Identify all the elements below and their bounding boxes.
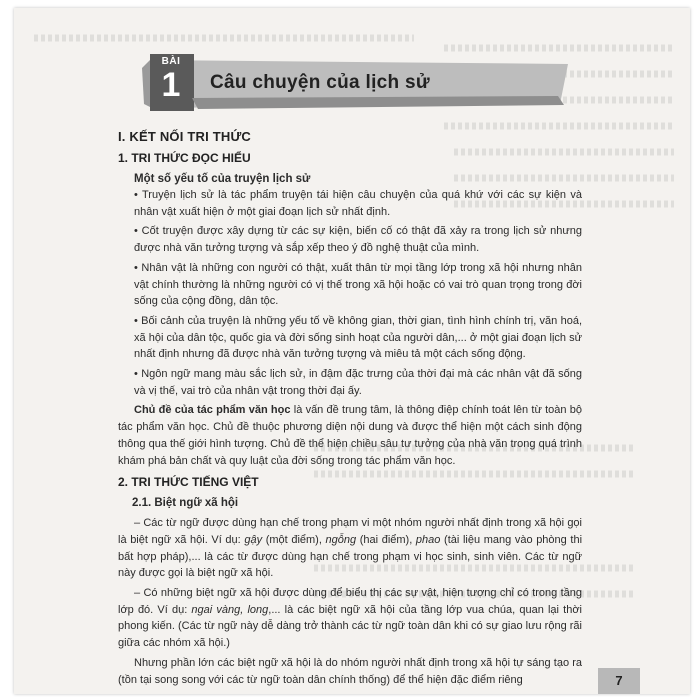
bullet-item: • Ngôn ngữ mang màu sắc lịch sử, in đậm đặc trưng của thời đại mà các nhân vật đã sống và vị thế, vai trò của nhân vật trong thời đại ấy. bbox=[134, 368, 582, 397]
example-word: ngai vàng, long bbox=[191, 603, 269, 616]
subsection-heading-reading: 1. TRI THỨC ĐỌC HIỂU bbox=[118, 151, 251, 165]
jargon-paragraph-3: Nhưng phần lớn các biệt ngữ xã hội là do nhóm người nhất định trong xã hội tự sáng tạo ra (tồn tại song song với các từ ngữ toàn dân chính thống) để thể hiện đặc điểm riêng bbox=[118, 656, 582, 686]
example-word: gậy bbox=[244, 533, 263, 546]
text-run: – Có những biệt ngữ xã hội được dùng để biểu thị các sự vật, hiện tượng chỉ có trong tầng lớp đó. Ví dụ: bbox=[118, 587, 582, 616]
text-run: – Các từ ngữ được dùng hạn chế trong phạm vi một nhóm người nhất định trong xã hội gọi là biệt ngữ xã hội. Ví dụ: bbox=[118, 517, 582, 546]
bullet-item: • Cốt truyện được xây dựng từ các sự kiện, biến cố có thật đã xảy ra trong lịch sử nhưng được nhà văn tưởng tượng và sắp xếp theo ý đồ nghệ thuật của mình. bbox=[134, 225, 582, 255]
lesson-label: BÀI bbox=[161, 56, 181, 67]
bullet-item: • Bối cảnh của truyện là những yếu tố về không gian, thời gian, tình hình chính trị, văn hoá, xã hội của dân tộc, quốc gia và đời sống sinh hoạt của người dân,... ở một giai đoạn lịch sử nhất định nhưng đã được nhà văn tưởng tượng và miêu tả một cách sống động. bbox=[134, 314, 582, 361]
bullet-item: • Truyện lịch sử là tác phẩm truyện tái hiện câu chuyện của quá khứ với các sự kiện và nhân vật xuất hiện ở một giai đoạn lịch sử nhất định. bbox=[134, 189, 582, 218]
item-heading: 2.1. Biệt ngữ xã hội bbox=[132, 497, 239, 510]
theme-paragraph bbox=[118, 402, 582, 469]
jargon-paragraph-2 bbox=[118, 585, 582, 652]
lesson-number: 1 bbox=[161, 66, 181, 104]
reading-intro: Một số yếu tố của truyện lịch sử bbox=[134, 173, 311, 185]
example-word: ngỗng bbox=[325, 533, 357, 546]
text-run: (hai điểm), bbox=[356, 533, 416, 546]
lesson-title-banner bbox=[132, 54, 568, 111]
theme-term: Chủ đề của tác phẩm văn học bbox=[134, 404, 291, 417]
text-run: (một điểm), bbox=[262, 533, 326, 546]
example-word: phao bbox=[415, 533, 441, 546]
bullet-item: • Nhân vật là những con người có thật, xuất thân từ mọi tầng lớp trong xã hội nhưng nhân vật chính thường là những người có vị thế trong xã hội hoặc có vai trò quan trọng trong đời sống của cộng đồng, dân tộc. bbox=[134, 261, 582, 308]
text-run: ,... là các biệt ngữ xã hội của tầng lớp vua chúa, quan lại thời phong kiến. (Các từ ngữ này dễ dàng trở thành các từ ngữ toàn dân khi có sự giao lưu rộng rãi giữa các nhóm xã hội.) bbox=[118, 603, 582, 650]
textbook-page bbox=[14, 8, 690, 694]
subsection-heading-language: 2. TRI THỨC TIẾNG VIỆT bbox=[118, 475, 259, 490]
text-run: (tài liệu mang vào phòng thi bất hợp pháp),... là các từ được dùng hạn chế trong phạm vi học sinh, sinh viên. Các từ ngữ này được gọi là biệt ngữ xã hội. bbox=[118, 533, 583, 580]
theme-definition: là vấn đề trung tâm, là thông điệp chính toát lên từ toàn bộ tác phẩm văn học. Chủ đề thuộc phương diện nội dung và được thể hiện một cách sinh động thông qua thế giới hình tượng. Chủ đề thể hiện chiều sâu tư tưởng của nhà văn trong quá trình khám phá bản chất và quy luật của đời sống trong tác phẩm văn học. bbox=[118, 404, 582, 467]
page-number: 7 bbox=[598, 668, 640, 694]
page-content bbox=[118, 129, 582, 691]
lesson-title: Câu chuyện của lịch sử bbox=[210, 72, 430, 93]
jargon-paragraph-1 bbox=[118, 515, 582, 582]
section-heading: I. KẾT NỐI TRI THỨC bbox=[118, 129, 252, 144]
